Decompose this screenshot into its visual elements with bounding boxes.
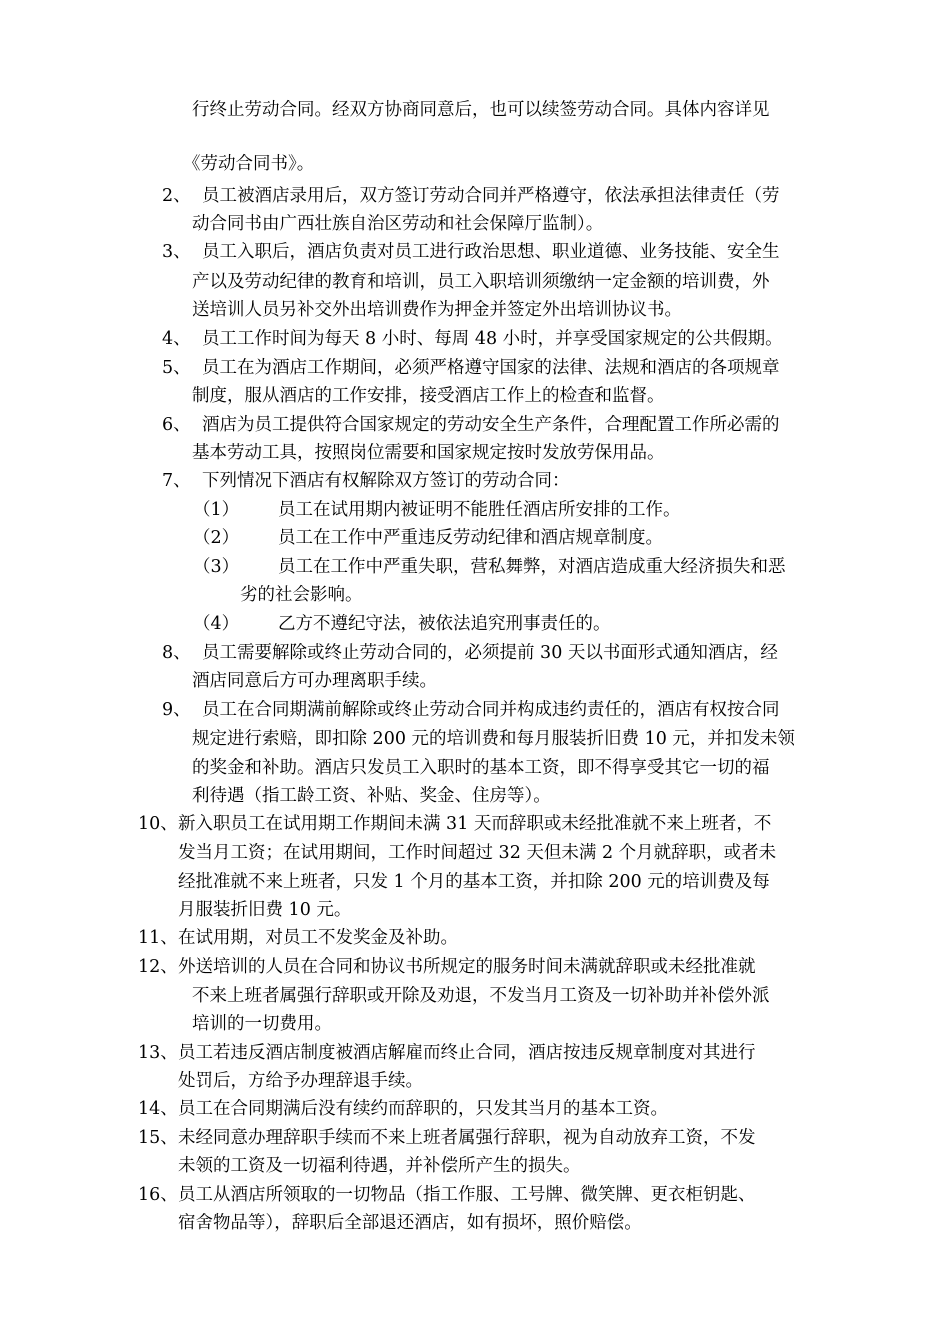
item-number: 10、: [138, 814, 178, 834]
item-number: 8、: [162, 643, 191, 663]
item-text-line: 产以及劳动纪律的教育和培训，员工入职培训须缴纳一定金额的培训费，外: [192, 272, 770, 292]
item-text-line: 送培训人员另补交外出培训费作为押金并签定外出培训协议书。: [192, 300, 682, 320]
sub-item-number: （2）: [193, 528, 240, 548]
item-text-line: 月服装折旧费 10 元。: [178, 900, 352, 920]
item-text-line: 员工在合同期满前解除或终止劳动合同并构成违约责任的，酒店有权按合同: [202, 700, 780, 720]
item-text-line: 员工工作时间为每天 8 小时、每周 48 小时，并享受国家规定的公共假期。: [202, 329, 783, 349]
item-text-line: 员工需要解除或终止劳动合同的，必须提前 30 天以书面形式通知酒店，经: [202, 643, 778, 663]
item-text-line: 员工在合同期满后没有续约而辞职的，只发其当月的基本工资。: [178, 1099, 668, 1119]
sub-item-text-line: 员工在试用期内被证明不能胜任酒店所安排的工作。: [278, 500, 681, 520]
intro-line-2: 《劳动合同书》。: [183, 154, 315, 174]
item-number: 7、: [162, 471, 191, 491]
item-number: 9、: [162, 700, 191, 720]
item-text-line: 员工入职后，酒店负责对员工进行政治思想、职业道德、业务技能、安全生: [202, 242, 780, 262]
item-text-line: 发当月工资；在试用期间，工作时间超过 32 天但未满 2 个月就辞职，或者未: [178, 843, 777, 863]
item-number: 6、: [162, 415, 191, 435]
item-number: 13、: [138, 1043, 178, 1063]
intro-line-1: 行终止劳动合同。经双方协商同意后，也可以续签劳动合同。具体内容详见: [192, 100, 770, 120]
sub-item-text-line: 员工在工作中严重违反劳动纪律和酒店规章制度。: [278, 528, 663, 548]
item-text-line: 的奖金和补助。酒店只发员工入职时的基本工资，即不得享受其它一切的福: [192, 758, 770, 778]
item-text-line: 宿舍物品等），辞职后全部退还酒店，如有损坏，照价赔偿。: [178, 1213, 642, 1233]
item-number: 16、: [138, 1185, 178, 1205]
item-number: 11、: [138, 928, 178, 948]
item-text-line: 未领的工资及一切福利待遇，并补偿所产生的损失。: [178, 1156, 581, 1176]
item-text-line: 外送培训的人员在合同和协议书所规定的服务时间未满就辞职或未经批准就: [178, 957, 756, 977]
sub-item-text-line: 劣的社会影响。: [240, 585, 363, 605]
item-text-line: 员工从酒店所领取的一切物品（指工作服、工号牌、微笑牌、更衣柜钥匙、: [178, 1185, 756, 1205]
item-number: 3、: [162, 242, 191, 262]
item-text-line: 处罚后，方给予办理辞退手续。: [178, 1071, 423, 1091]
sub-item-text-line: 员工在工作中严重失职，营私舞弊，对酒店造成重大经济损失和恶: [278, 557, 786, 577]
item-text-line: 规定进行索赔，即扣除 200 元的培训费和每月服装折旧费 10 元，并扣发未领: [192, 729, 795, 749]
sub-item-number: （4）: [193, 614, 240, 634]
item-text-line: 未经同意办理辞职手续而不来上班者属强行辞职，视为自动放弃工资，不发: [178, 1128, 756, 1148]
item-text-line: 经批准就不来上班者，只发 1 个月的基本工资，并扣除 200 元的培训费及每: [178, 872, 770, 892]
item-number: 4、: [162, 329, 191, 349]
item-number: 2、: [162, 186, 191, 206]
item-text-line: 下列情况下酒店有权解除双方签订的劳动合同：: [202, 471, 570, 491]
item-text-line: 动合同书由广西壮族自治区劳动和社会保障厅监制）。: [192, 214, 604, 234]
item-number: 12、: [138, 957, 178, 977]
item-text-line: 不来上班者属强行辞职或开除及劝退，不发当月工资及一切补助并补偿外派: [192, 986, 770, 1006]
item-number: 14、: [138, 1099, 178, 1119]
item-text-line: 培训的一切费用。: [192, 1014, 332, 1034]
item-text-line: 员工若违反酒店制度被酒店解雇而终止合同，酒店按违反规章制度对其进行: [178, 1043, 756, 1063]
item-text-line: 利待遇（指工龄工资、补贴、奖金、住房等）。: [192, 786, 551, 806]
item-text-line: 酒店同意后方可办理离职手续。: [192, 671, 437, 691]
sub-item-text-line: 乙方不遵纪守法，被依法追究刑事责任的。: [278, 614, 611, 634]
item-text-line: 制度，服从酒店的工作安排，接受酒店工作上的检查和监督。: [192, 386, 665, 406]
sub-item-number: （3）: [193, 557, 240, 577]
item-text-line: 员工在为酒店工作期间，必须严格遵守国家的法律、法规和酒店的各项规章: [202, 358, 780, 378]
item-text-line: 新入职员工在试用期工作期间未满 31 天而辞职或未经批准就不来上班者，不: [178, 814, 772, 834]
item-text-line: 酒店为员工提供符合国家规定的劳动安全生产条件，合理配置工作所必需的: [202, 415, 780, 435]
item-text-line: 在试用期，对员工不发奖金及补助。: [178, 928, 458, 948]
item-text-line: 基本劳动工具，按照岗位需要和国家规定按时发放劳保用品。: [192, 443, 665, 463]
item-number: 5、: [162, 358, 191, 378]
item-number: 15、: [138, 1128, 178, 1148]
item-text-line: 员工被酒店录用后，双方签订劳动合同并严格遵守，依法承担法律责任（劳: [202, 186, 780, 206]
sub-item-number: （1）: [193, 500, 240, 520]
